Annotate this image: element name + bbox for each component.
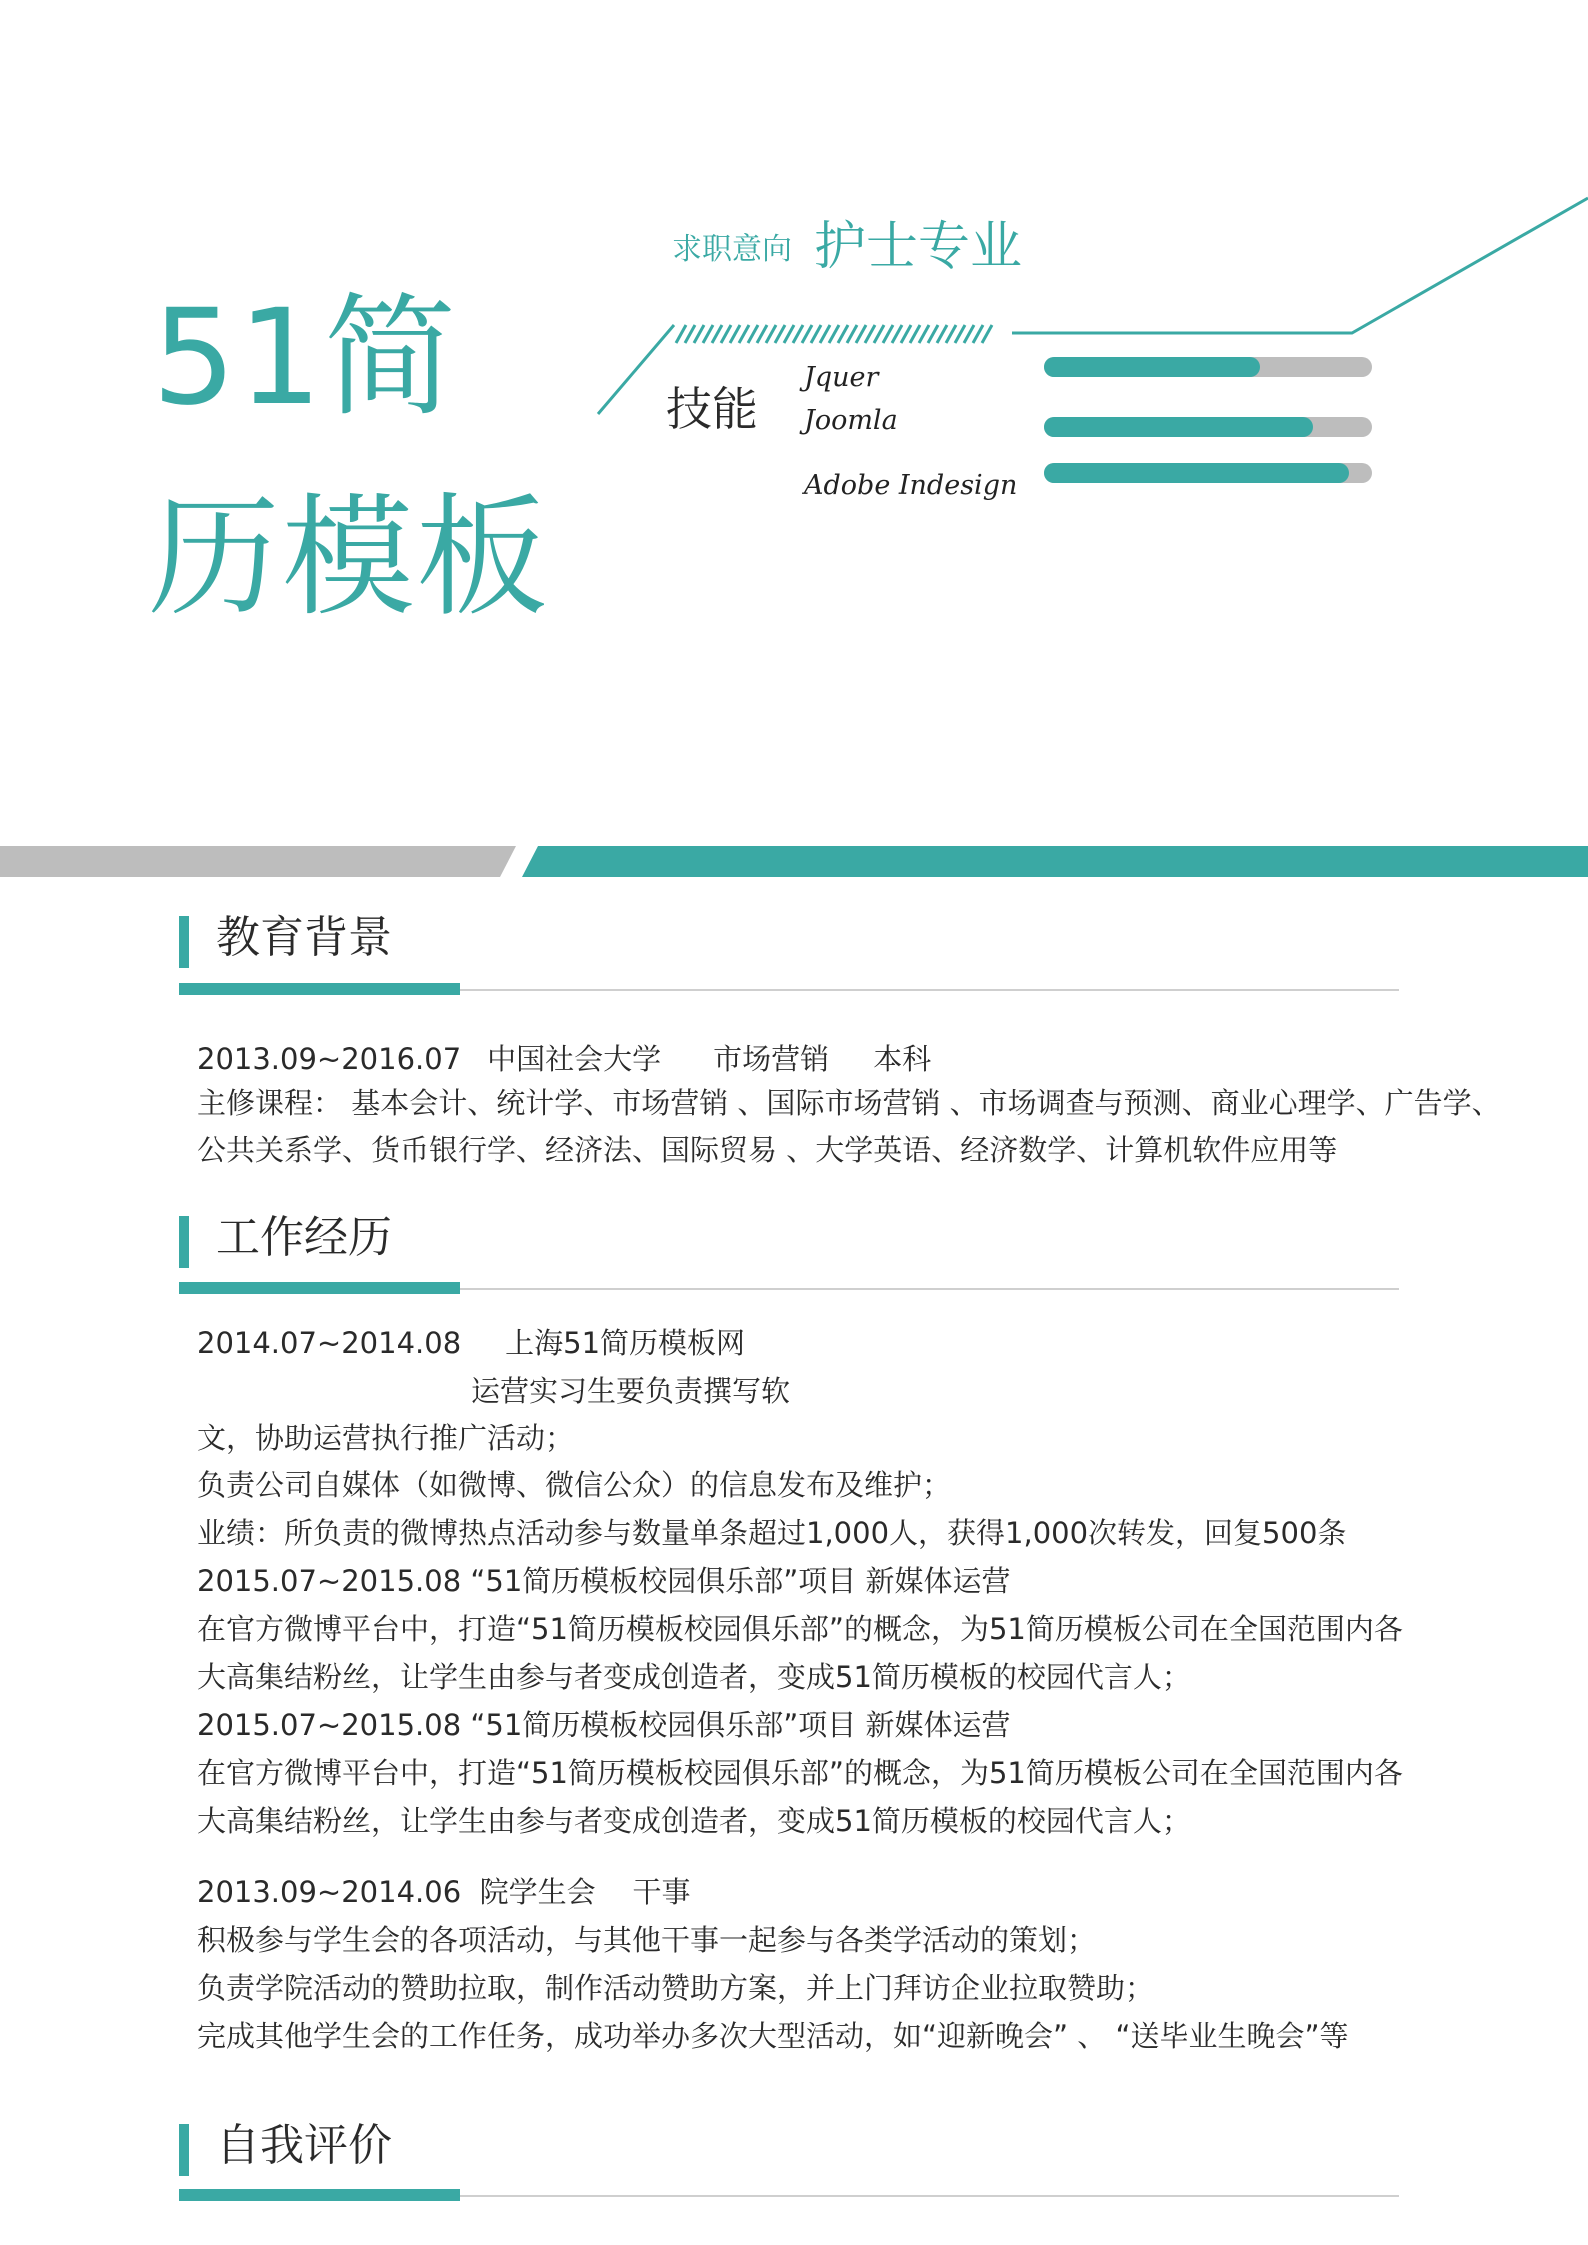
divider-teal-band bbox=[522, 846, 1588, 877]
hatch-stroke bbox=[784, 325, 794, 343]
section-underline bbox=[179, 1282, 460, 1294]
hatch-stroke bbox=[973, 325, 983, 343]
work-line: 在官方微博平台中，打造“51简历模板校园俱乐部”的概念，为51简历模板公司在全国范围内各 bbox=[197, 1612, 1403, 1646]
skills-label: 技能 bbox=[666, 382, 758, 436]
campus-header: 2013.09~2014.06 院学生会 干事 bbox=[197, 1875, 691, 1909]
section-title-self-eval: 自我评价 bbox=[216, 2120, 392, 2171]
hatch-stroke bbox=[757, 325, 767, 343]
hatch-stroke bbox=[874, 325, 884, 343]
work-line: 负责公司自媒体（如微博、微信公众）的信息发布及维护； bbox=[197, 1468, 952, 1502]
hatch-stroke bbox=[676, 325, 686, 343]
hatch-stroke bbox=[730, 325, 740, 343]
education-courses-line-2: 公共关系学、货币银行学、经济法、国际贸易 、大学英语、经济数学、计算机软件应用等 bbox=[197, 1133, 1338, 1167]
header-accent-line bbox=[1012, 198, 1588, 333]
skill-name-jquer: Jquer bbox=[804, 362, 879, 393]
education-courses-line-1: 主修课程： 基本会计、统计学、市场营销 、国际市场营销 、市场调查与预测、商业心理学、广告学、 bbox=[197, 1086, 1501, 1120]
job1-header bbox=[197, 1326, 745, 1361]
job-intent-label: 求职意向 bbox=[672, 232, 792, 267]
hatch-stroke bbox=[694, 325, 704, 343]
hatch-bar bbox=[676, 325, 992, 343]
hatch-stroke bbox=[793, 325, 803, 343]
section-title-education: 教育背景 bbox=[216, 912, 392, 963]
hatch-stroke bbox=[847, 325, 857, 343]
campus-line: 完成其他学生会的工作任务，成功举办多次大型活动，如“迎新晚会” 、 “送毕业生晚会”等 bbox=[197, 2019, 1349, 2053]
hatch-stroke bbox=[811, 325, 821, 343]
resume-title-line-1: 51简 bbox=[152, 281, 458, 435]
skill-bar-jquer bbox=[1044, 357, 1372, 377]
campus-line: 积极参与学生会的各项活动，与其他干事一起参与各类学活动的策划； bbox=[197, 1923, 1097, 1957]
work-line: 大高集结粉丝，让学生由参与者变成创造者，变成51简历模板的校园代言人； bbox=[197, 1660, 1191, 1694]
job1-period: 2014.07~2014.08 bbox=[197, 1326, 462, 1360]
job1-role: 运营实习生要负责撰写软 bbox=[471, 1374, 791, 1408]
hatch-stroke bbox=[820, 325, 830, 343]
hatch-stroke bbox=[982, 325, 992, 343]
section-marker bbox=[179, 1216, 189, 1268]
hatch-stroke bbox=[703, 325, 713, 343]
job-intent-value: 护士专业 bbox=[814, 217, 1023, 277]
hatch-stroke bbox=[685, 325, 695, 343]
skills-accent-slash bbox=[598, 325, 674, 414]
education-degree: 本科 bbox=[873, 1042, 932, 1076]
skill-bar-fill bbox=[1044, 357, 1260, 377]
hatch-stroke bbox=[928, 325, 938, 343]
hatch-stroke bbox=[955, 325, 965, 343]
hatch-stroke bbox=[856, 325, 866, 343]
hatch-stroke bbox=[946, 325, 956, 343]
hatch-stroke bbox=[865, 325, 875, 343]
hatch-stroke bbox=[712, 325, 722, 343]
divider-gray-band bbox=[0, 846, 516, 877]
hatch-stroke bbox=[748, 325, 758, 343]
work-line: 2015.07~2015.08 “51简历模板校园俱乐部”项目 新媒体运营 bbox=[197, 1708, 1011, 1742]
hatch-stroke bbox=[802, 325, 812, 343]
section-marker bbox=[179, 916, 189, 968]
skill-bar-fill bbox=[1044, 417, 1313, 437]
resume-title-line-2: 历模板 bbox=[148, 481, 550, 635]
work-line: 在官方微博平台中，打造“51简历模板校园俱乐部”的概念，为51简历模板公司在全国范围内各 bbox=[197, 1756, 1403, 1790]
skill-bar-fill bbox=[1044, 463, 1349, 483]
work-line: 文，协助运营执行推广活动； bbox=[197, 1421, 575, 1455]
hatch-stroke bbox=[901, 325, 911, 343]
hatch-stroke bbox=[910, 325, 920, 343]
work-line: 2015.07~2015.08 “51简历模板校园俱乐部”项目 新媒体运营 bbox=[197, 1564, 1011, 1598]
hatch-stroke bbox=[892, 325, 902, 343]
education-period: 2013.09~2016.07 bbox=[197, 1042, 462, 1076]
education-summary bbox=[197, 1042, 931, 1077]
hatch-stroke bbox=[964, 325, 974, 343]
hatch-stroke bbox=[829, 325, 839, 343]
section-underline bbox=[179, 983, 460, 995]
campus-line: 负责学院活动的赞助拉取，制作活动赞助方案，并上门拜访企业拉取赞助； bbox=[197, 1971, 1155, 2005]
hatch-stroke bbox=[721, 325, 731, 343]
education-major: 市场营销 bbox=[713, 1042, 830, 1076]
job1-company: 上海51简历模板网 bbox=[505, 1326, 746, 1360]
work-line: 业绩：所负责的微博热点活动参与数量单条超过1,000人，获得1,000次转发，回复500条 bbox=[197, 1516, 1347, 1550]
section-underline bbox=[179, 2189, 460, 2201]
hatch-stroke bbox=[766, 325, 776, 343]
education-school: 中国社会大学 bbox=[487, 1042, 662, 1076]
section-marker bbox=[179, 2124, 189, 2176]
hatch-stroke bbox=[838, 325, 848, 343]
hatch-stroke bbox=[739, 325, 749, 343]
skill-name-adobe-indesign: Adobe Indesign bbox=[804, 470, 1018, 501]
section-title-work: 工作经历 bbox=[216, 1212, 392, 1263]
hatch-stroke bbox=[919, 325, 929, 343]
skill-name-joomla: Joomla bbox=[804, 405, 898, 436]
hatch-stroke bbox=[937, 325, 947, 343]
work-line: 大高集结粉丝，让学生由参与者变成创造者，变成51简历模板的校园代言人； bbox=[197, 1804, 1191, 1838]
hatch-stroke bbox=[883, 325, 893, 343]
hatch-stroke bbox=[775, 325, 785, 343]
skill-bar-joomla bbox=[1044, 417, 1372, 437]
skill-bar-adobe-indesign bbox=[1044, 463, 1372, 483]
